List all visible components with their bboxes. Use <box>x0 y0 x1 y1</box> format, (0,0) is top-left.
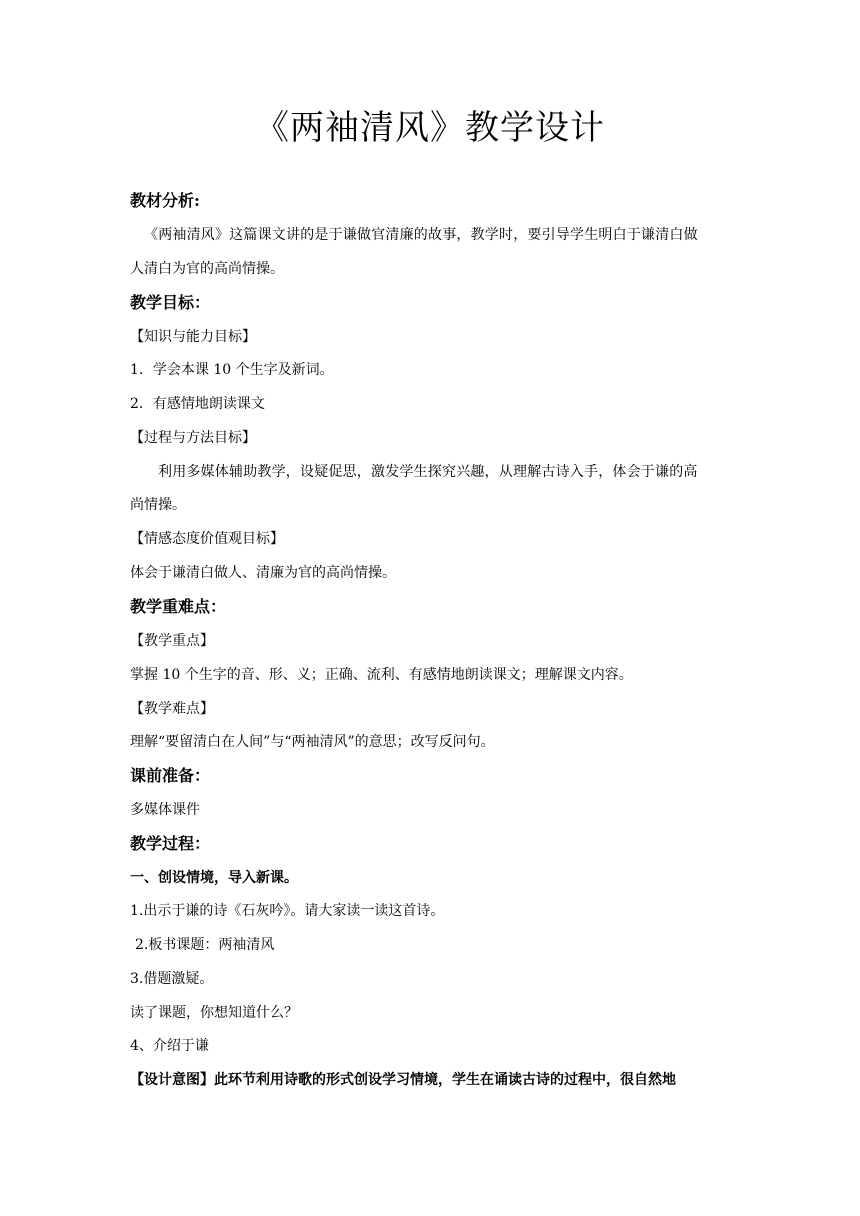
knowledge-goal-item-2: 2．有感情地朗读课文 <box>130 396 265 412</box>
emotion-goal-label: 【情感态度价值观目标】 <box>130 531 284 547</box>
emotion-goal-paragraph: 体会于谦清白做人、清廉为官的高尚情操。 <box>130 565 396 581</box>
analysis-paragraph-line-2: 人清白为官的高尚情操。 <box>130 261 284 277</box>
key-point-paragraph: 掌握 10 个生字的音、形、义；正确、流利、有感情地朗读课文；理解课文内容。 <box>130 667 633 683</box>
process-goal-paragraph-line-1: 利用多媒体辅助教学，设疑促思，激发学生探究兴趣，从理解古诗入手，体会于谦的高 <box>158 464 698 480</box>
preparation-paragraph: 多媒体课件 <box>130 802 200 818</box>
document-title: 《两袖清风》教学设计 <box>255 108 605 148</box>
knowledge-goal-item-1: 1．学会本课 10 个生字及新词。 <box>130 362 334 378</box>
goals-heading: 教学目标： <box>130 293 211 312</box>
knowledge-goal-label: 【知识与能力目标】 <box>130 329 256 345</box>
process-goal-label: 【过程与方法目标】 <box>130 430 256 446</box>
keypoints-heading: 教学重难点： <box>130 597 227 616</box>
difficult-point-paragraph: 理解“要留清白在人间”与“两袖清风”的意思；改写反问句。 <box>130 734 495 750</box>
step-1-item-4: 读了课题，你想知道什么？ <box>130 1005 298 1021</box>
teaching-process-heading: 教学过程： <box>130 834 211 853</box>
design-intent-line: 【设计意图】此环节利用诗歌的形式创设学习情境，学生在诵读古诗的过程中，很自然地 <box>130 1072 676 1088</box>
step-1-heading: 一、创设情境，导入新课。 <box>130 870 298 886</box>
process-goal-paragraph-line-2: 尚情操。 <box>130 497 186 513</box>
difficult-point-label: 【教学难点】 <box>130 701 214 717</box>
step-1-item-3: 3.借题激疑。 <box>130 971 214 987</box>
analysis-heading: 教材分析: <box>130 191 200 210</box>
step-1-item-5: 4、介绍于谦 <box>130 1038 209 1054</box>
step-1-item-2: 2.板书课题：两袖清风 <box>135 937 275 953</box>
preparation-heading: 课前准备： <box>130 766 211 785</box>
step-1-item-1: 1.出示于谦的诗《石灰吟》。请大家读一读这首诗。 <box>130 903 445 919</box>
key-point-label: 【教学重点】 <box>130 633 214 649</box>
analysis-paragraph-line-1: 《两袖清风》这篇课文讲的是于谦做官清廉的故事，教学时，要引导学生明白于谦清白做 <box>144 227 698 243</box>
